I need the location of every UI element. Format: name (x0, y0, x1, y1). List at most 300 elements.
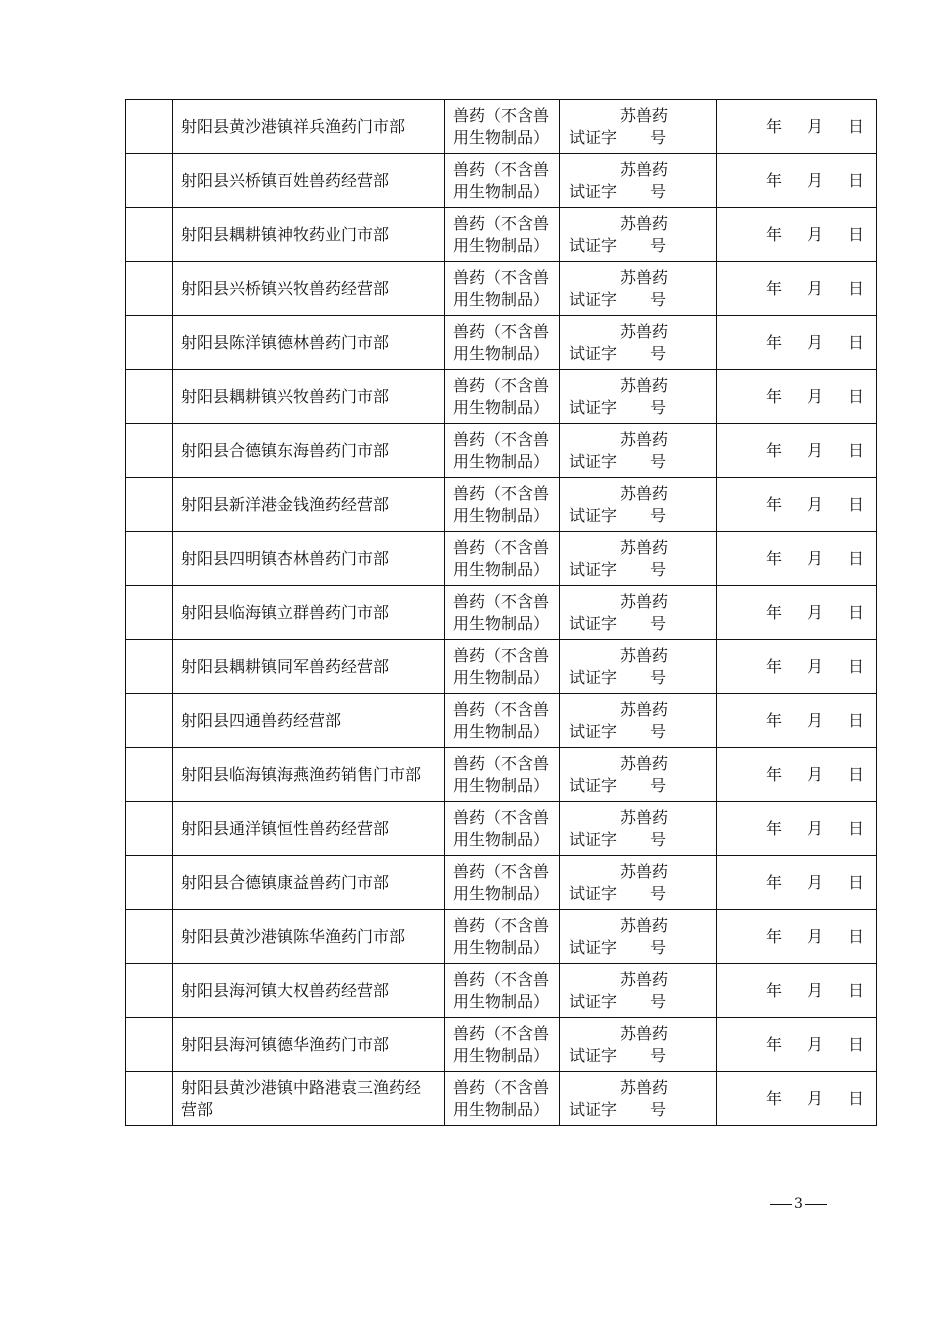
date-cell (717, 208, 877, 262)
scope-cell (445, 1072, 560, 1126)
date-month: 月 (806, 224, 823, 244)
scope-line-1: 兽药（不含兽 (453, 267, 550, 287)
scope-cell (445, 910, 560, 964)
business-name: 射阳县临海镇海燕渔药销售门市部 (181, 764, 422, 784)
cert-prefix: 苏兽药 (619, 915, 668, 935)
scope-line-2: 用生物制品） (453, 343, 550, 363)
cert-prefix: 苏兽药 (619, 1077, 668, 1097)
index-cell (126, 154, 173, 208)
date-day: 日 (847, 656, 864, 676)
date-day: 日 (847, 710, 864, 730)
certificate-cell (560, 640, 717, 694)
cert-number-line (569, 1099, 710, 1121)
table-row (126, 154, 877, 208)
cert-prefix: 苏兽药 (619, 1023, 668, 1043)
cert-suffix: 号 (649, 829, 666, 849)
cert-suffix: 号 (649, 451, 666, 471)
cert-number-line (569, 127, 710, 149)
business-name-cell (173, 964, 445, 1018)
date-fields (717, 980, 876, 1002)
cert-prefix: 苏兽药 (619, 807, 668, 827)
scope-line-2: 用生物制品） (453, 721, 550, 741)
scope-cell (445, 1018, 560, 1072)
date-fields (717, 602, 876, 624)
date-day: 日 (847, 440, 864, 460)
certificate-cell (560, 1018, 717, 1072)
certificate-cell (560, 586, 717, 640)
table-row (126, 586, 877, 640)
certificate-cell (560, 262, 717, 316)
cert-suffix: 号 (649, 559, 666, 579)
index-cell (126, 532, 173, 586)
cert-number-line (569, 235, 710, 257)
business-name: 射阳县四通兽药经营部 (181, 710, 342, 730)
business-name: 射阳县耦耕镇神牧药业门市部 (181, 224, 390, 244)
cert-suffix: 号 (649, 1045, 666, 1065)
business-name-cell (173, 370, 445, 424)
date-year: 年 (766, 872, 783, 892)
date-day: 日 (847, 332, 864, 352)
scope-cell (445, 370, 560, 424)
date-fields (717, 116, 876, 138)
table-row (126, 910, 877, 964)
date-year: 年 (766, 818, 783, 838)
cert-number-line (569, 181, 710, 203)
date-cell (717, 694, 877, 748)
cert-label: 试证字 (569, 613, 618, 633)
scope-cell (445, 964, 560, 1018)
date-year: 年 (766, 764, 783, 784)
certificate-cell (560, 478, 717, 532)
business-name: 射阳县临海镇立群兽药门市部 (181, 602, 390, 622)
scope-line-2: 用生物制品） (453, 127, 550, 147)
scope-cell (445, 478, 560, 532)
date-day: 日 (847, 872, 864, 892)
business-name-cell (173, 856, 445, 910)
business-name-cell (173, 100, 445, 154)
date-fields (717, 710, 876, 732)
business-name: 射阳县黄沙港镇祥兵渔药门市部 (181, 116, 406, 136)
index-cell (126, 694, 173, 748)
scope-line-2: 用生物制品） (453, 667, 550, 687)
page-number: 3 (794, 1196, 803, 1212)
scope-line-1: 兽药（不含兽 (453, 969, 550, 989)
scope-cell (445, 316, 560, 370)
certificate-cell (560, 694, 717, 748)
cert-label: 试证字 (569, 775, 618, 795)
business-name: 射阳县黄沙港镇中路港袁三渔药经营部 (181, 1077, 422, 1119)
cert-label: 试证字 (569, 937, 618, 957)
index-cell (126, 100, 173, 154)
business-name-cell (173, 316, 445, 370)
date-cell (717, 748, 877, 802)
cert-suffix: 号 (649, 937, 666, 957)
date-fields (717, 224, 876, 246)
date-day: 日 (847, 494, 864, 514)
cert-suffix: 号 (649, 613, 666, 633)
cert-prefix: 苏兽药 (619, 321, 668, 341)
table-row (126, 262, 877, 316)
table-row (126, 424, 877, 478)
scope-line-1: 兽药（不含兽 (453, 861, 550, 881)
date-cell (717, 910, 877, 964)
date-day: 日 (847, 764, 864, 784)
cert-suffix: 号 (649, 289, 666, 309)
scope-line-2: 用生物制品） (453, 775, 550, 795)
scope-line-2: 用生物制品） (453, 829, 550, 849)
scope-line-2: 用生物制品） (453, 1045, 550, 1065)
date-day: 日 (847, 170, 864, 190)
date-month: 月 (806, 710, 823, 730)
business-name-cell (173, 478, 445, 532)
scope-cell (445, 208, 560, 262)
date-fields (717, 386, 876, 408)
scope-cell (445, 856, 560, 910)
date-fields (717, 818, 876, 840)
scope-line-2: 用生物制品） (453, 505, 550, 525)
scope-line-1: 兽药（不含兽 (453, 915, 550, 935)
certificate-cell (560, 748, 717, 802)
table-row (126, 532, 877, 586)
scope-line-1: 兽药（不含兽 (453, 753, 550, 773)
cert-suffix: 号 (649, 343, 666, 363)
cert-suffix: 号 (649, 667, 666, 687)
cert-suffix: 号 (649, 235, 666, 255)
scope-cell (445, 694, 560, 748)
business-name-cell (173, 424, 445, 478)
date-year: 年 (766, 224, 783, 244)
index-cell (126, 586, 173, 640)
scope-line-2: 用生物制品） (453, 559, 550, 579)
cert-suffix: 号 (649, 721, 666, 741)
date-month: 月 (806, 332, 823, 352)
date-month: 月 (806, 818, 823, 838)
date-fields (717, 926, 876, 948)
business-name-cell (173, 640, 445, 694)
business-name: 射阳县新洋港金钱渔药经营部 (181, 494, 390, 514)
date-fields (717, 1088, 876, 1110)
date-year: 年 (766, 548, 783, 568)
date-cell (717, 640, 877, 694)
date-cell (717, 424, 877, 478)
date-year: 年 (766, 980, 783, 1000)
date-year: 年 (766, 656, 783, 676)
certificate-cell (560, 856, 717, 910)
index-cell (126, 748, 173, 802)
cert-label: 试证字 (569, 667, 618, 687)
business-name-cell (173, 694, 445, 748)
scope-line-1: 兽药（不含兽 (453, 1023, 550, 1043)
business-name-cell (173, 748, 445, 802)
cert-label: 试证字 (569, 1045, 618, 1065)
table-row (126, 694, 877, 748)
index-cell (126, 802, 173, 856)
cert-label: 试证字 (569, 505, 618, 525)
date-fields (717, 332, 876, 354)
date-cell (717, 856, 877, 910)
date-day: 日 (847, 116, 864, 136)
cert-suffix: 号 (649, 181, 666, 201)
cert-prefix: 苏兽药 (619, 699, 668, 719)
cert-label: 试证字 (569, 991, 618, 1011)
date-year: 年 (766, 440, 783, 460)
index-cell (126, 370, 173, 424)
cert-prefix: 苏兽药 (619, 537, 668, 557)
date-day: 日 (847, 224, 864, 244)
date-month: 月 (806, 440, 823, 460)
date-fields (717, 494, 876, 516)
business-name: 射阳县耦耕镇兴牧兽药门市部 (181, 386, 390, 406)
date-month: 月 (806, 386, 823, 406)
scope-line-1: 兽药（不含兽 (453, 483, 550, 503)
cert-suffix: 号 (649, 991, 666, 1011)
date-cell (717, 154, 877, 208)
cert-number-line (569, 829, 710, 851)
date-cell (717, 1072, 877, 1126)
cert-label: 试证字 (569, 289, 618, 309)
date-year: 年 (766, 494, 783, 514)
certificate-cell (560, 316, 717, 370)
cert-number-line (569, 667, 710, 689)
scope-line-1: 兽药（不含兽 (453, 159, 550, 179)
date-month: 月 (806, 656, 823, 676)
index-cell (126, 316, 173, 370)
date-cell (717, 1018, 877, 1072)
license-table-body (126, 100, 877, 1126)
date-day: 日 (847, 980, 864, 1000)
date-year: 年 (766, 926, 783, 946)
scope-line-1: 兽药（不含兽 (453, 429, 550, 449)
certificate-cell (560, 910, 717, 964)
cert-label: 试证字 (569, 559, 618, 579)
cert-label: 试证字 (569, 397, 618, 417)
cert-prefix: 苏兽药 (619, 159, 668, 179)
date-day: 日 (847, 818, 864, 838)
date-fields (717, 1034, 876, 1056)
date-year: 年 (766, 710, 783, 730)
business-name-cell (173, 586, 445, 640)
index-cell (126, 424, 173, 478)
cert-number-line (569, 937, 710, 959)
scope-line-1: 兽药（不含兽 (453, 537, 550, 557)
cert-prefix: 苏兽药 (619, 375, 668, 395)
scope-line-1: 兽药（不含兽 (453, 375, 550, 395)
scope-cell (445, 154, 560, 208)
business-name-cell (173, 910, 445, 964)
certificate-cell (560, 154, 717, 208)
scope-line-2: 用生物制品） (453, 397, 550, 417)
cert-number-line (569, 397, 710, 419)
date-month: 月 (806, 980, 823, 1000)
index-cell (126, 640, 173, 694)
cert-number-line (569, 991, 710, 1013)
cert-suffix: 号 (649, 397, 666, 417)
table-row (126, 478, 877, 532)
cert-prefix: 苏兽药 (619, 861, 668, 881)
business-name: 射阳县合德镇东海兽药门市部 (181, 440, 390, 460)
date-year: 年 (766, 332, 783, 352)
table-row (126, 1072, 877, 1126)
cert-label: 试证字 (569, 829, 618, 849)
business-name: 射阳县四明镇杏林兽药门市部 (181, 548, 390, 568)
date-month: 月 (806, 116, 823, 136)
cert-suffix: 号 (649, 127, 666, 147)
table-row (126, 100, 877, 154)
table-row (126, 370, 877, 424)
certificate-cell (560, 208, 717, 262)
license-table (125, 99, 877, 1126)
date-year: 年 (766, 602, 783, 622)
scope-cell (445, 100, 560, 154)
scope-line-1: 兽药（不含兽 (453, 591, 550, 611)
business-name-cell (173, 208, 445, 262)
table-row (126, 208, 877, 262)
date-day: 日 (847, 1034, 864, 1054)
scope-line-1: 兽药（不含兽 (453, 213, 550, 233)
cert-number-line (569, 451, 710, 473)
date-month: 月 (806, 1034, 823, 1054)
cert-label: 试证字 (569, 451, 618, 471)
date-cell (717, 262, 877, 316)
certificate-cell (560, 964, 717, 1018)
date-cell (717, 964, 877, 1018)
table-row (126, 640, 877, 694)
table-row (126, 802, 877, 856)
scope-line-1: 兽药（不含兽 (453, 105, 550, 125)
cert-label: 试证字 (569, 883, 618, 903)
business-name: 射阳县陈洋镇德林兽药门市部 (181, 332, 390, 352)
business-name-cell (173, 1018, 445, 1072)
index-cell (126, 208, 173, 262)
certificate-cell (560, 370, 717, 424)
index-cell (126, 1072, 173, 1126)
date-fields (717, 872, 876, 894)
cert-prefix: 苏兽药 (619, 213, 668, 233)
date-month: 月 (806, 764, 823, 784)
cert-label: 试证字 (569, 127, 618, 147)
table-row (126, 1018, 877, 1072)
cert-number-line (569, 1045, 710, 1067)
business-name: 射阳县耦耕镇同军兽药经营部 (181, 656, 390, 676)
date-month: 月 (806, 926, 823, 946)
index-cell (126, 478, 173, 532)
date-month: 月 (806, 872, 823, 892)
date-year: 年 (766, 1034, 783, 1054)
business-name: 射阳县海河镇大权兽药经营部 (181, 980, 390, 1000)
date-cell (717, 316, 877, 370)
table-row (126, 316, 877, 370)
cert-suffix: 号 (649, 505, 666, 525)
business-name: 射阳县海河镇德华渔药门市部 (181, 1034, 390, 1054)
date-month: 月 (806, 170, 823, 190)
date-year: 年 (766, 170, 783, 190)
scope-line-1: 兽药（不含兽 (453, 321, 550, 341)
date-year: 年 (766, 1088, 783, 1108)
date-month: 月 (806, 548, 823, 568)
business-name-cell (173, 802, 445, 856)
cert-label: 试证字 (569, 1099, 618, 1119)
table-row (126, 964, 877, 1018)
dash-left (770, 1204, 792, 1205)
business-name-cell (173, 262, 445, 316)
index-cell (126, 1018, 173, 1072)
date-fields (717, 548, 876, 570)
cert-number-line (569, 289, 710, 311)
date-month: 月 (806, 278, 823, 298)
date-month: 月 (806, 602, 823, 622)
date-day: 日 (847, 602, 864, 622)
dash-right (805, 1204, 827, 1205)
scope-line-1: 兽药（不含兽 (453, 1077, 550, 1097)
scope-line-1: 兽药（不含兽 (453, 807, 550, 827)
date-fields (717, 764, 876, 786)
scope-cell (445, 532, 560, 586)
cert-number-line (569, 559, 710, 581)
cert-suffix: 号 (649, 1099, 666, 1119)
cert-number-line (569, 883, 710, 905)
scope-cell (445, 424, 560, 478)
date-day: 日 (847, 386, 864, 406)
scope-line-2: 用生物制品） (453, 613, 550, 633)
scope-cell (445, 586, 560, 640)
date-year: 年 (766, 278, 783, 298)
business-name-cell (173, 532, 445, 586)
business-name: 射阳县兴桥镇兴牧兽药经营部 (181, 278, 390, 298)
cert-label: 试证字 (569, 235, 618, 255)
cert-prefix: 苏兽药 (619, 591, 668, 611)
date-fields (717, 170, 876, 192)
date-cell (717, 100, 877, 154)
scope-cell (445, 802, 560, 856)
date-year: 年 (766, 386, 783, 406)
cert-prefix: 苏兽药 (619, 969, 668, 989)
cert-prefix: 苏兽药 (619, 267, 668, 287)
business-name-cell (173, 154, 445, 208)
cert-number-line (569, 613, 710, 635)
business-name-cell (173, 1072, 445, 1126)
cert-number-line (569, 505, 710, 527)
cert-prefix: 苏兽药 (619, 483, 668, 503)
business-name: 射阳县兴桥镇百姓兽药经营部 (181, 170, 390, 190)
date-fields (717, 440, 876, 462)
index-cell (126, 856, 173, 910)
scope-line-2: 用生物制品） (453, 181, 550, 201)
cert-label: 试证字 (569, 181, 618, 201)
date-day: 日 (847, 278, 864, 298)
cert-number-line (569, 343, 710, 365)
certificate-cell (560, 100, 717, 154)
scope-line-2: 用生物制品） (453, 289, 550, 309)
cert-label: 试证字 (569, 343, 618, 363)
date-day: 日 (847, 926, 864, 946)
scope-line-2: 用生物制品） (453, 991, 550, 1011)
date-day: 日 (847, 1088, 864, 1108)
scope-line-2: 用生物制品） (453, 937, 550, 957)
certificate-cell (560, 802, 717, 856)
scope-line-2: 用生物制品） (453, 235, 550, 255)
scope-line-1: 兽药（不含兽 (453, 645, 550, 665)
cert-prefix: 苏兽药 (619, 105, 668, 125)
cert-number-line (569, 721, 710, 743)
certificate-cell (560, 424, 717, 478)
date-cell (717, 802, 877, 856)
scope-line-2: 用生物制品） (453, 1099, 550, 1119)
date-cell (717, 370, 877, 424)
date-day: 日 (847, 548, 864, 568)
date-cell (717, 532, 877, 586)
date-month: 月 (806, 1088, 823, 1108)
cert-suffix: 号 (649, 883, 666, 903)
